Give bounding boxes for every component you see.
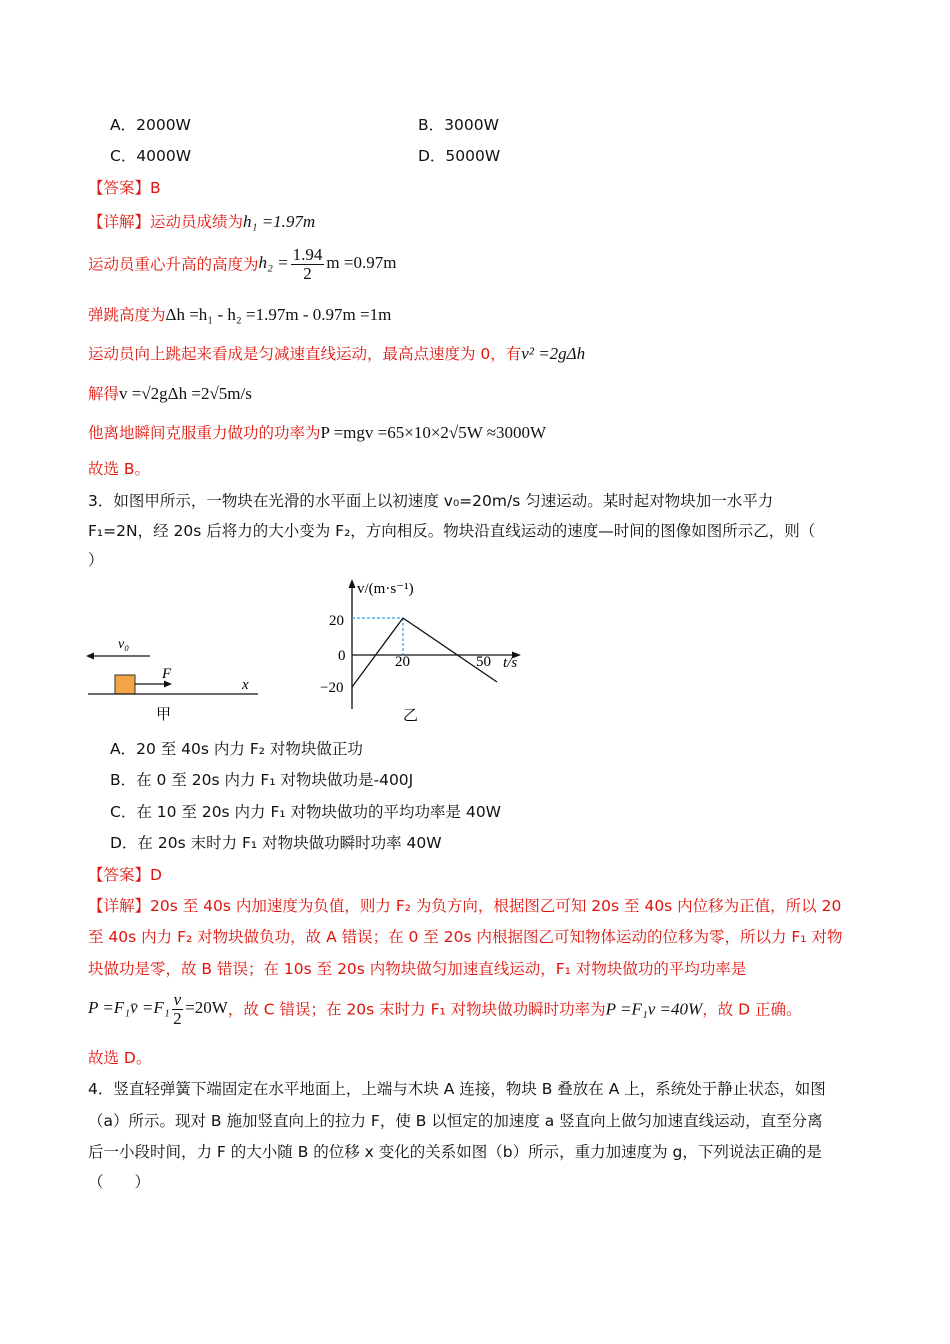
eq-lhs: P =F₁v̄ =F₁: [88, 998, 170, 1018]
x-axis-label: t/s: [503, 655, 518, 671]
question-3-stem-line-1: 3．如图甲所示，一物块在光滑的水平面上以初速度 v₀=20m/s 匀速运动。某时起对物块加一水平力: [88, 492, 774, 510]
fraction-numerator: 1.94: [292, 245, 323, 264]
v-axis-arrow: [349, 579, 356, 588]
eq-lhs: h₂ =: [258, 253, 289, 273]
equation: v² =2gΔh: [521, 344, 586, 363]
fraction: [172, 991, 184, 1028]
option-d: D．在 20s 末时力 F₁ 对物块做功瞬时功率 40W: [110, 834, 442, 852]
option-c: C．在 10 至 20s 内力 F₁ 对物块做功的平均功率是 40W: [110, 803, 502, 821]
question-4-stem-line-3: 后一小段时间，力 F 的大小随 B 的位移 x 变化的关系如图（b）所示，重力加速度为 g，下列说法正确的是: [88, 1143, 822, 1161]
option-a: A．2000W: [110, 116, 191, 134]
detail-text: ，故 C 错误；在 20s 末时力 F₁ 对物块做功瞬时功率为: [227, 1000, 606, 1019]
conclusion: 故选 D。: [88, 1049, 152, 1067]
question-3-stem-line-3: ）: [88, 551, 104, 569]
equation: [258, 245, 397, 283]
question-4-stem-line-1: 4．竖直轻弹簧下端固定在水平地面上，上端与木块 A 连接，物块 B 叠放在 A 上，系统处于静止状态，如图: [88, 1080, 826, 1098]
equation: P =F₁v =40W: [605, 999, 703, 1019]
question-4-stem-line-4: （ ）: [88, 1173, 151, 1191]
detail-line-2: [88, 246, 396, 283]
detail-line-3: [88, 304, 391, 326]
block: [115, 675, 135, 694]
caption-yi: 乙: [403, 708, 419, 724]
option-a: A．20 至 40s 内力 F₂ 对物块做正功: [110, 740, 363, 758]
equation: P =mgv =65×10×2√5W ≈3000W: [320, 423, 547, 442]
conclusion: 故选 B。: [88, 460, 151, 478]
y-tick-label: −20: [320, 680, 344, 696]
detail-text: 20s 至 40s 内加速度为负值，则力 F₂ 为负方向，根据图乙可知 20s 至 40s 内位移为正值，所以 20: [150, 897, 842, 915]
option-c: C．4000W: [110, 147, 192, 165]
x-axis-label: x: [242, 677, 249, 693]
detail-text: 运动员向上跳起来看成是匀减速直线运动，最高点速度为 0，有: [88, 345, 522, 363]
x-tick-label: 20: [395, 654, 410, 670]
option-b: B．在 0 至 20s 内力 F₁ 对物块做功是-400J: [110, 771, 414, 789]
v0-label: v₀: [118, 637, 130, 652]
equation: v =√2gΔh =2√5m/s: [119, 384, 252, 403]
force-label: F: [162, 666, 172, 682]
x-tick-label: 50: [476, 654, 491, 670]
detail-line-6: [88, 422, 546, 444]
equation: h₁ =1.97m: [243, 212, 316, 231]
option-d: D．5000W: [418, 147, 501, 165]
eq-rhs: m =0.97m: [326, 253, 397, 273]
detail-text: 弹跳高度为: [88, 306, 166, 324]
option-b: B．3000W: [418, 116, 499, 134]
equation: [88, 990, 228, 1028]
equation: Δh =h₁ - h₂ =1.97m - 0.97m =1m: [165, 305, 392, 324]
detail-line-1: [88, 895, 841, 917]
detail-tag: 【详解】: [88, 897, 151, 915]
answer-label: 【答案】D: [88, 866, 162, 884]
figure-jia: [80, 628, 270, 728]
eq-rhs: =20W: [185, 998, 228, 1018]
detail-line-3: 块做功是零，故 B 错误；在 10s 至 20s 内物块做匀加速直线运动，F₁ 对物块做功的平均功率是: [88, 960, 747, 978]
figure-yi: [315, 575, 540, 725]
y-axis-label: v/(m·s⁻¹): [357, 581, 414, 597]
question-3-stem-line-2: F₁=2N，经 20s 后将力的大小变为 F₂，方向相反。物块沿直线运动的速度—时间的图像如图所示乙，则（: [88, 522, 816, 540]
detail-text: ，故 D 正确。: [702, 1000, 802, 1019]
y-tick-label: 20: [329, 613, 344, 629]
detail-text: 运动员成绩为: [150, 213, 244, 231]
detail-text: 运动员重心升高的高度为: [88, 255, 259, 274]
detail-text: 解得: [88, 385, 120, 403]
detail-tag: 【详解】: [88, 213, 151, 231]
detail-line-4: [88, 343, 585, 365]
detail-line-5: [88, 383, 252, 405]
detail-line-2: 至 40s 内力 F₂ 对物块做负功，故 A 错误；在 0 至 20s 内根据图乙可知物体运动的位移为零，所以力 F₁ 对物: [88, 928, 843, 946]
fraction-numerator: v: [173, 990, 182, 1009]
velocity-line-rise: [352, 618, 403, 687]
y-tick-label: 0: [338, 648, 346, 664]
fraction-denominator: 2: [173, 1009, 182, 1028]
caption-jia: 甲: [156, 707, 172, 723]
answer-label: 【答案】B: [88, 179, 161, 197]
detail-text: 他离地瞬间克服重力做功的功率为: [88, 424, 321, 442]
velocity-line-fall: [403, 618, 497, 682]
fraction-denominator: 2: [303, 264, 312, 283]
velocity-arrow-head: [86, 653, 94, 660]
detail-line-4: [88, 991, 802, 1028]
detail-line-1: [88, 211, 315, 233]
question-4-stem-line-2: （a）所示。现对 B 施加竖直向上的拉力 F，使 B 以恒定的加速度 a 竖直向上做匀加速直线运动，直至分离: [88, 1112, 823, 1130]
fraction: [291, 246, 325, 283]
